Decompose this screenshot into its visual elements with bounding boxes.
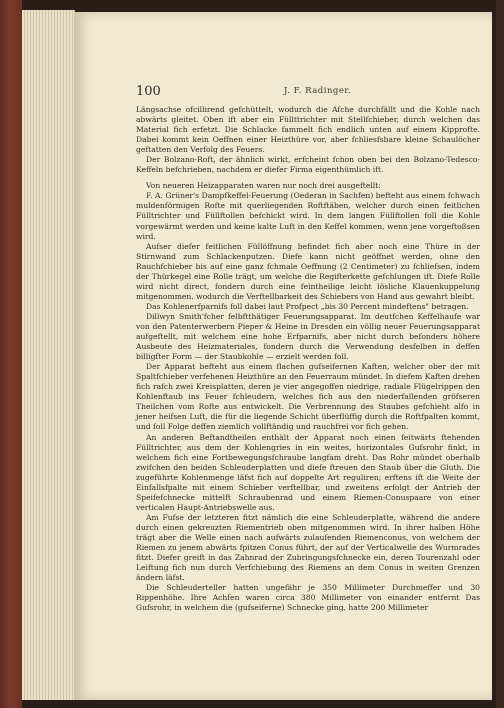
paragraph: Von neueren Heizapparaten waren nur noch drei ausgeftellt:: [146, 181, 381, 191]
book-page: [74, 12, 492, 700]
book-cover-left: [0, 0, 22, 708]
running-head: J. F. Radinger.: [284, 86, 352, 96]
paragraph: Längsachse ofcillirend gefchüttelt, wodurch die Afche durchfällt und die Kohle nach abwärts gleitet. Oben ift aber ein Füllttrichter mit Stellfchieber, durch welchen das Material fich erfetzt. Die Schlacke fammelt fich endlich unten auf einem Kipprofte. Dabei kommt kein Oeffnen einer Heizthüre vor, aber fchliesfsbare kleine Schaulöcher geftatten den Verfolg des Feuers.: [136, 105, 480, 155]
paragraph: Der Bolzano-Roft, der ähnlich wirkt, erfcheint fchon oben bei den Bolzano-Tedesco-Keffeln befchrieben, nachdem er diefer Firma eigenthümlich ift.: [136, 155, 480, 175]
paragraph: Aufser diefer feitlichen Füllöffnung befindet fich aber noch eine Thüre in der Stirnwand zum Schlackenputzen. Diefe kann nicht geöffnet werden, ohne den Rauchfchieber bis auf eine ganz fchmale Oeffnung (2 Centimeter) zu fchliefsen, indem der Thürkegel eine Rolle trägt, um welche die Regifterkette gefchlungen ift. Diefe Rolle wird nicht direct, fondern durch eine feintheilige leicht lösliche Klauenkuppelung mitgenommen, wodurch die Verftellbarkeit des Schiebers von Hand aus gewahrt bleibt.: [136, 241, 480, 301]
paragraph: F. A. Grüner's Dampfkeffel-Feuerung (Oederan in Sachfen) befteht aus einem fchwach muldenförmigen Rofte mit querliegenden Roftftäben, welcher durch einen feitlichen Fülltrichter und Füllftollen befchickt wird. In dem langen Füllftollen foll die Kohle vorgewärmt werden und keine kalte Luft in den Keffel kommen, wenn jene vorgeftoßsen wird.: [136, 191, 480, 241]
paragraph: Am Fufse der letzteren fitzt nämlich die eine Schleuderplatte, während die andere durch einen gekreuzten Riementrieb oben mitgenommen wird. In ihrer halben Höhe trägt aber die Welle einen nach aufwärts zulaufenden Riemenconus, von welchem der Riemen zu jenem abwärts fpitzen Conus führt, der auf der Verticalwelle des Wurmrades fitzt. Diefer greift in das Zahnrad der Zubringungsfchnecke ein, deren Tourenzahl oder Leiftung fich nun durch Verfchiebung des Riemens an dem Conus in weiten Grenzen ändern läfst.: [136, 512, 480, 583]
paragraph: Das Kohlenerfparnifs foll dabei laut Profpect „bis 30 Percent mindeftens" betragen.: [146, 301, 469, 311]
paragraph: Die Schleuderteller hatten ungefähr je 350 Millimeter Durchmeffer und 30 Rippenhöhe. Ihre Achfen waren circa 380 Millimeter von einander entfernt Das Gufsrohr, in welchem die (gufseiferne) Schnecke ging, hatte 200 Millimeter: [136, 583, 480, 613]
paragraph: An anderen Beftandtheilen enthält der Apparat noch einen feitwärts ftehenden Fülltrichter, aus dem der Kohlengries in ein weites, horizontales Gufsrohr finkt, in welchem fich eine Fortbewegungsfchraube langfam dreht. Das Rohr mündet oberhalb zwifchen den beiden Schleuderplatten und diefe ftreuen den Staub über die Gluth. Die zugeführte Kohlenmenge läfst fich auf doppelte Art reguliren; erftens ift die Weite der Einfallsfpalte mit einem Schieber verftellbar, und zweitens erfolgt der Antrieb der Speifefchnecke mittelft Schraubenrad und einem Riemen-Conuspaare von einer verticalen Haupt-Antriebswelle aus.: [136, 432, 480, 512]
book-cover-right: [496, 0, 504, 708]
page-number: 100: [136, 84, 161, 99]
page-header: [136, 84, 476, 100]
paragraph: Der Apparat befteht aus einem flachen gufseifernen Kaften, welcher ober der mit Spaltfchieber verfehenen Heizthüre an den Feuerraum mündet. In diefem Kaften drehen fich rafch zwei Kreisplatten, deren je vier angegoffen niedrige, radiale Flügelrippen den Kohlenftaub ins Feuer fchleudern, welches fich aus den niederfallenden gröfseren Theilchen vom Rofte aus entwickelt. Die Verbrennung des Staubes gefchieht alfo in jener heifsen Luft, die für die liegende Schicht überflüffig durch die Roftfpalten kommt, und foll Folge deffen ziemlich vollftändig und rauchfrei vor fich gehen.: [136, 362, 480, 432]
page-edges: [22, 10, 75, 700]
body-text: [136, 105, 480, 613]
paragraph: Dillwyn Smith'fcher felbftthätiger Feuerungsapparat. Im deutfchen Keffelhaufe war von den Patenterwerbern Pieper & Heine in Dresden ein völlig neuer Feuerungsapparat aufgeftellt, mit welchem eine hohe Erfparnifs, aber nicht durch befonders höhere Ausbeute des Heizmateriales, fondern durch die Verwendung desfelben in deffen billigfter Form — der Staubkohle — erzielt werden foll.: [136, 311, 480, 362]
